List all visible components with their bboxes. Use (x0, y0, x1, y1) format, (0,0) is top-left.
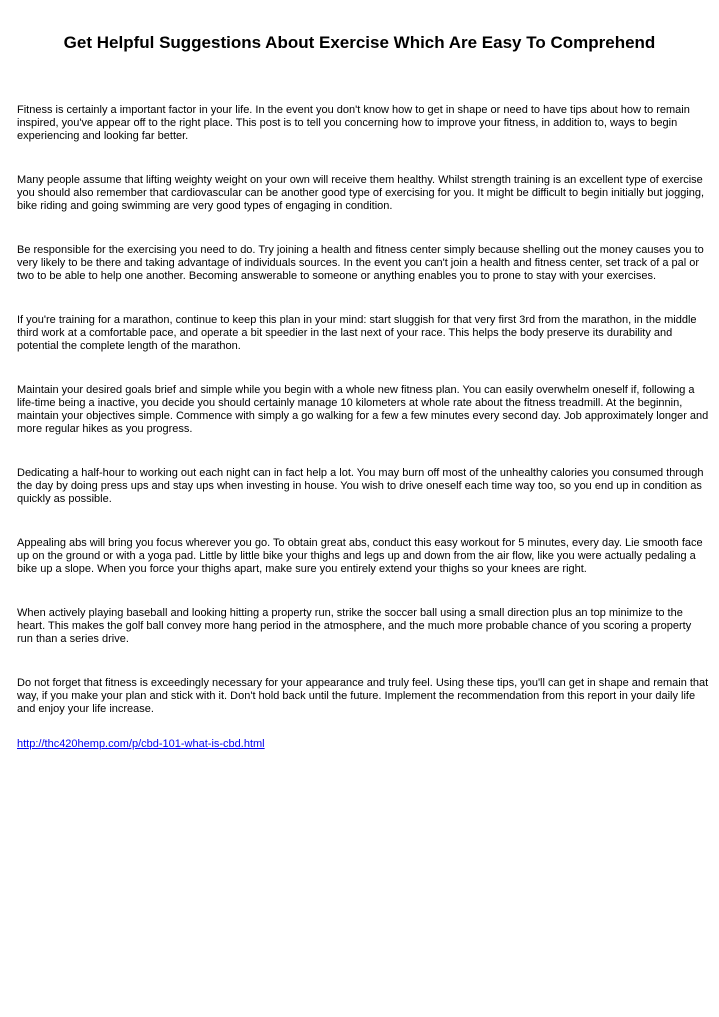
source-link[interactable]: http://thc420hemp.com/p/cbd-101-what-is-cbd.html (17, 738, 265, 750)
paragraph-9: Do not forget that fitness is exceedingly necessary for your appearance and truly feel. Using these tips, you'll can get in shape and remain that way, if you make your plan and stick with it. Don't hold back until the future. Implement the recommendation from this report in your daily life and enjoy your life increase. (17, 677, 709, 715)
paragraph-2: Many people assume that lifting weighty weight on your own will receive them healthy. Whilst strength training is an excellent type of exercise you should also remember that cardiovascular can be another good type of exercising for you. It might be difficult to begin initially but jogging, bike riding and going swimming are very good types of engaging in condition. (17, 174, 705, 212)
paragraph-4: If you're training for a marathon, continue to keep this plan in your mind: start sluggish for that very first 3rd from the marathon, in the middle third work at a comfortable pace, and operate a bit speedier in the last next of your race. This helps the body preserve its durability and potential the complete length of the marathon. (17, 314, 697, 352)
document-title: Get Helpful Suggestions About Exercise Which Are Easy To Comprehend (63, 33, 656, 52)
paragraph-7: Appealing abs will bring you focus wherever you go. To obtain great abs, conduct this easy workout for 5 minutes, every day. Lie smooth face up on the ground or with a yoga pad. Little by little bike your thighs and legs up and down from the air flow, like you were actually pedaling a bike up a slope. When you force your thighs apart, make sure you entirely extend your thighs so your knees are right. (17, 537, 703, 575)
paragraph-1: Fitness is certainly a important factor in your life. In the event you don't know how to get in shape or need to have tips about how to remain inspired, you've appear off to the right place. This post is to tell you concerning how to improve your fitness, in addition to, ways to begin experiencing and looking far better. (17, 104, 690, 142)
paragraph-8: When actively playing baseball and looking hitting a property run, strike the soccer ball using a small direction plus an top minimize to the heart. This makes the golf ball convey more hang period in the atmosphere, and the much more probable chance of you scoring a property run than a series drive. (17, 607, 692, 645)
paragraph-6: Dedicating a half-hour to working out each night can in fact help a lot. You may burn off most of the unhealthy calories you consumed through the day by doing press ups and stay ups when investing in house. You wish to drive oneself each time way too, so you end up in condition as quickly as possible. (17, 467, 704, 505)
paragraph-5: Maintain your desired goals brief and simple while you begin with a whole new fitness plan. You can easily overwhelm oneself if, following a life-time being a inactive, you decide you should certainly manage 10 kilometers at whole rate about the fitness treadmill. At the beginnin, maintain your objectives simple. Commence with simply a go walking for a few a few minutes every second day. Job approximately longer and more regular hikes as you progress. (17, 384, 709, 435)
document-body (17, 104, 709, 747)
paragraph-3: Be responsible for the exercising you need to do. Try joining a health and fitness center simply because shelling out the money causes you to very likely to be there and taking advantage of individuals sources. In the event you can't join a health and fitness center, set track of a pal or two to be able to help one another. Becoming answerable to someone or anything enables you to prone to stay with your exercises. (17, 244, 704, 282)
